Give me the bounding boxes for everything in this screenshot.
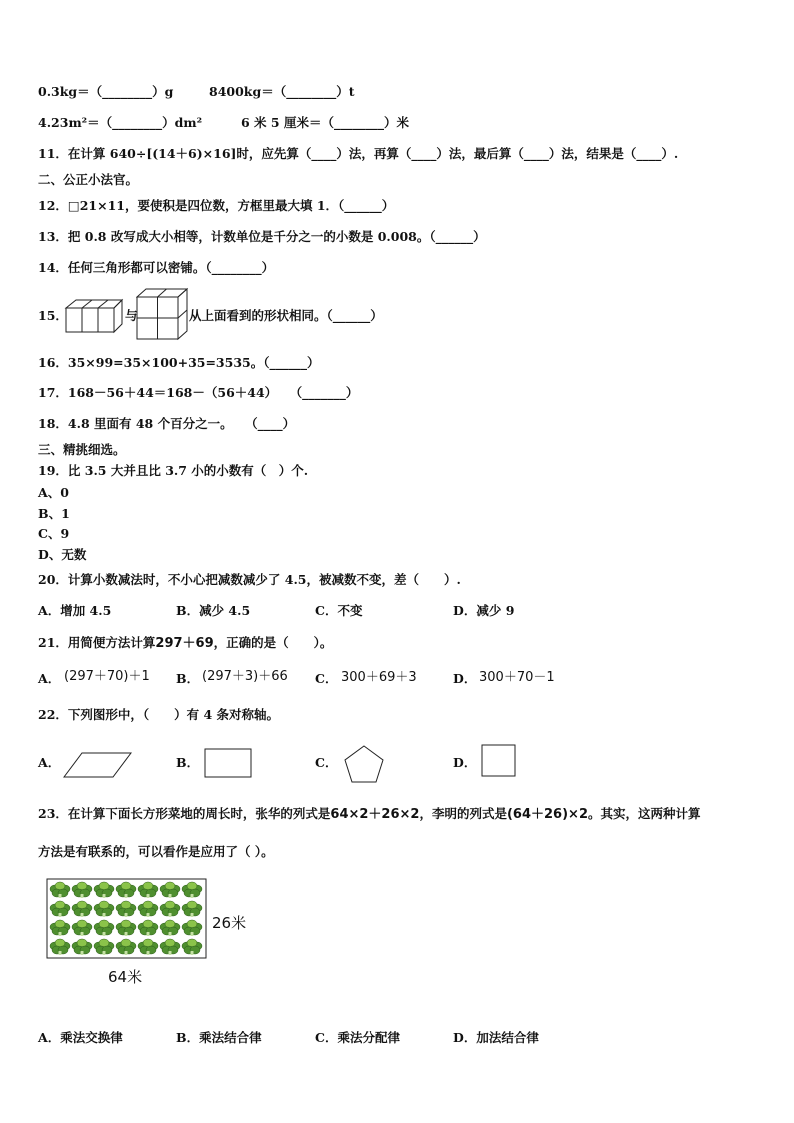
q21-option-b-label: B． (176, 671, 200, 686)
q19-option-a: A、0 (38, 485, 69, 500)
q21-option-a-label: A． (38, 671, 61, 686)
question-15-tail: 从上面看到的形状相同。（______） (189, 308, 383, 323)
q23-text-b: ，李明的列式是 (419, 806, 507, 821)
question-23-line-1 (38, 806, 701, 823)
question-21 (38, 635, 332, 652)
unit-conversion-1b: 8400kg＝（________）t (209, 84, 355, 99)
q20-option-d: D．减少 9 (453, 603, 515, 618)
pentagon-icon (342, 744, 386, 784)
question-16: 16．35×99=35×100+35=3535。（______） (38, 355, 320, 370)
q21-option-a: (297＋70)＋1 (64, 669, 150, 684)
q21-option-d: 300＋70－1 (479, 670, 555, 685)
q22-option-a-label: A． (38, 755, 61, 770)
unit-conversion-1a: 0.3kg＝（________）g (38, 84, 174, 99)
question-15-number: 15． (38, 308, 68, 323)
question-11: 11．在计算 640÷[(14＋6)×16]时，应先算（____）法，再算（____）法，最后算（____）法，结果是（____）. (38, 146, 679, 161)
unit-conversion-2a: 4.23m²＝（________）dm² (38, 115, 203, 130)
q22-option-d-label: D． (453, 755, 477, 770)
rectangle-icon (204, 748, 254, 780)
cabbage-field-icon (46, 878, 208, 960)
section-2-heading: 二、公正小法官。 (38, 172, 139, 187)
q21-text: 21．用简便方法计算 (38, 635, 156, 650)
square-icon (481, 744, 517, 778)
q21-option-c-label: C． (315, 671, 338, 686)
q21-tail: ，正确的是（ ）。 (213, 635, 333, 650)
question-13: 13．把 0.8 改写成大小相等，计数单位是千分之一的小数是 0.008。（______） (38, 229, 486, 244)
q21-option-b: (297＋3)＋66 (202, 669, 288, 684)
question-22: 22．下列图形中，（ ）有 4 条对称轴。 (38, 707, 280, 722)
question-18: 18．4.8 里面有 48 个百分之一。 （____） (38, 416, 296, 431)
q23-option-a: A．乘法交换律 (38, 1030, 123, 1045)
q23-expression-1: 64×2＋26×2 (330, 807, 420, 822)
question-12: 12．□21×11，要使积是四位数，方框里最大填 1．（______） (38, 198, 395, 213)
cube-stack-icon (136, 287, 188, 341)
q20-option-b: B．减少 4.5 (176, 603, 251, 618)
q22-option-b-label: B． (176, 755, 200, 770)
q23-expression-2: (64＋26)×2 (506, 807, 588, 822)
q20-option-a: A．增加 4.5 (38, 603, 112, 618)
q19-option-b: B、1 (38, 506, 70, 521)
q22-option-c-label: C． (315, 755, 338, 770)
q19-option-c: C、9 (38, 526, 70, 541)
q20-option-c: C．不变 (315, 603, 363, 618)
q23-option-b: B．乘法结合律 (176, 1030, 262, 1045)
q23-option-d: D．加法结合律 (453, 1030, 539, 1045)
q23-option-c: C．乘法分配律 (315, 1030, 400, 1045)
question-20: 20．计算小数减法时，不小心把减数减少了 4.5，被减数不变，差（ ）. (38, 572, 461, 587)
q23-text-a: 23．在计算下面长方形菜地的周长时，张华的列式是 (38, 806, 331, 821)
question-17: 17．168－56＋44＝168－（56＋44） （_______） (38, 385, 359, 400)
cube-row-icon (64, 296, 126, 336)
question-19: 19．比 3.5 大并且比 3.7 小的小数有（ ）个. (38, 463, 309, 478)
unit-conversion-2b: 6 米 5 厘米＝（________）米 (241, 115, 409, 130)
q19-option-d: D、无数 (38, 547, 87, 562)
q21-option-c: 300＋69＋3 (341, 670, 417, 685)
q21-option-d-label: D． (453, 671, 477, 686)
question-15-with: 与 (125, 308, 138, 323)
question-23-line-2: 方法是有联系的，可以看作是应用了（ ）。 (38, 844, 274, 859)
section-3-heading: 三、精挑细选。 (38, 442, 126, 457)
question-14: 14．任何三角形都可以密铺。（________） (38, 260, 275, 275)
field-width-label: 64米 (108, 968, 143, 986)
parallelogram-icon (62, 750, 134, 780)
q21-expression: 297＋69 (155, 636, 214, 651)
field-height-label: 26米 (212, 914, 247, 932)
q23-text-c: 。其实，这两种计算 (588, 806, 701, 821)
